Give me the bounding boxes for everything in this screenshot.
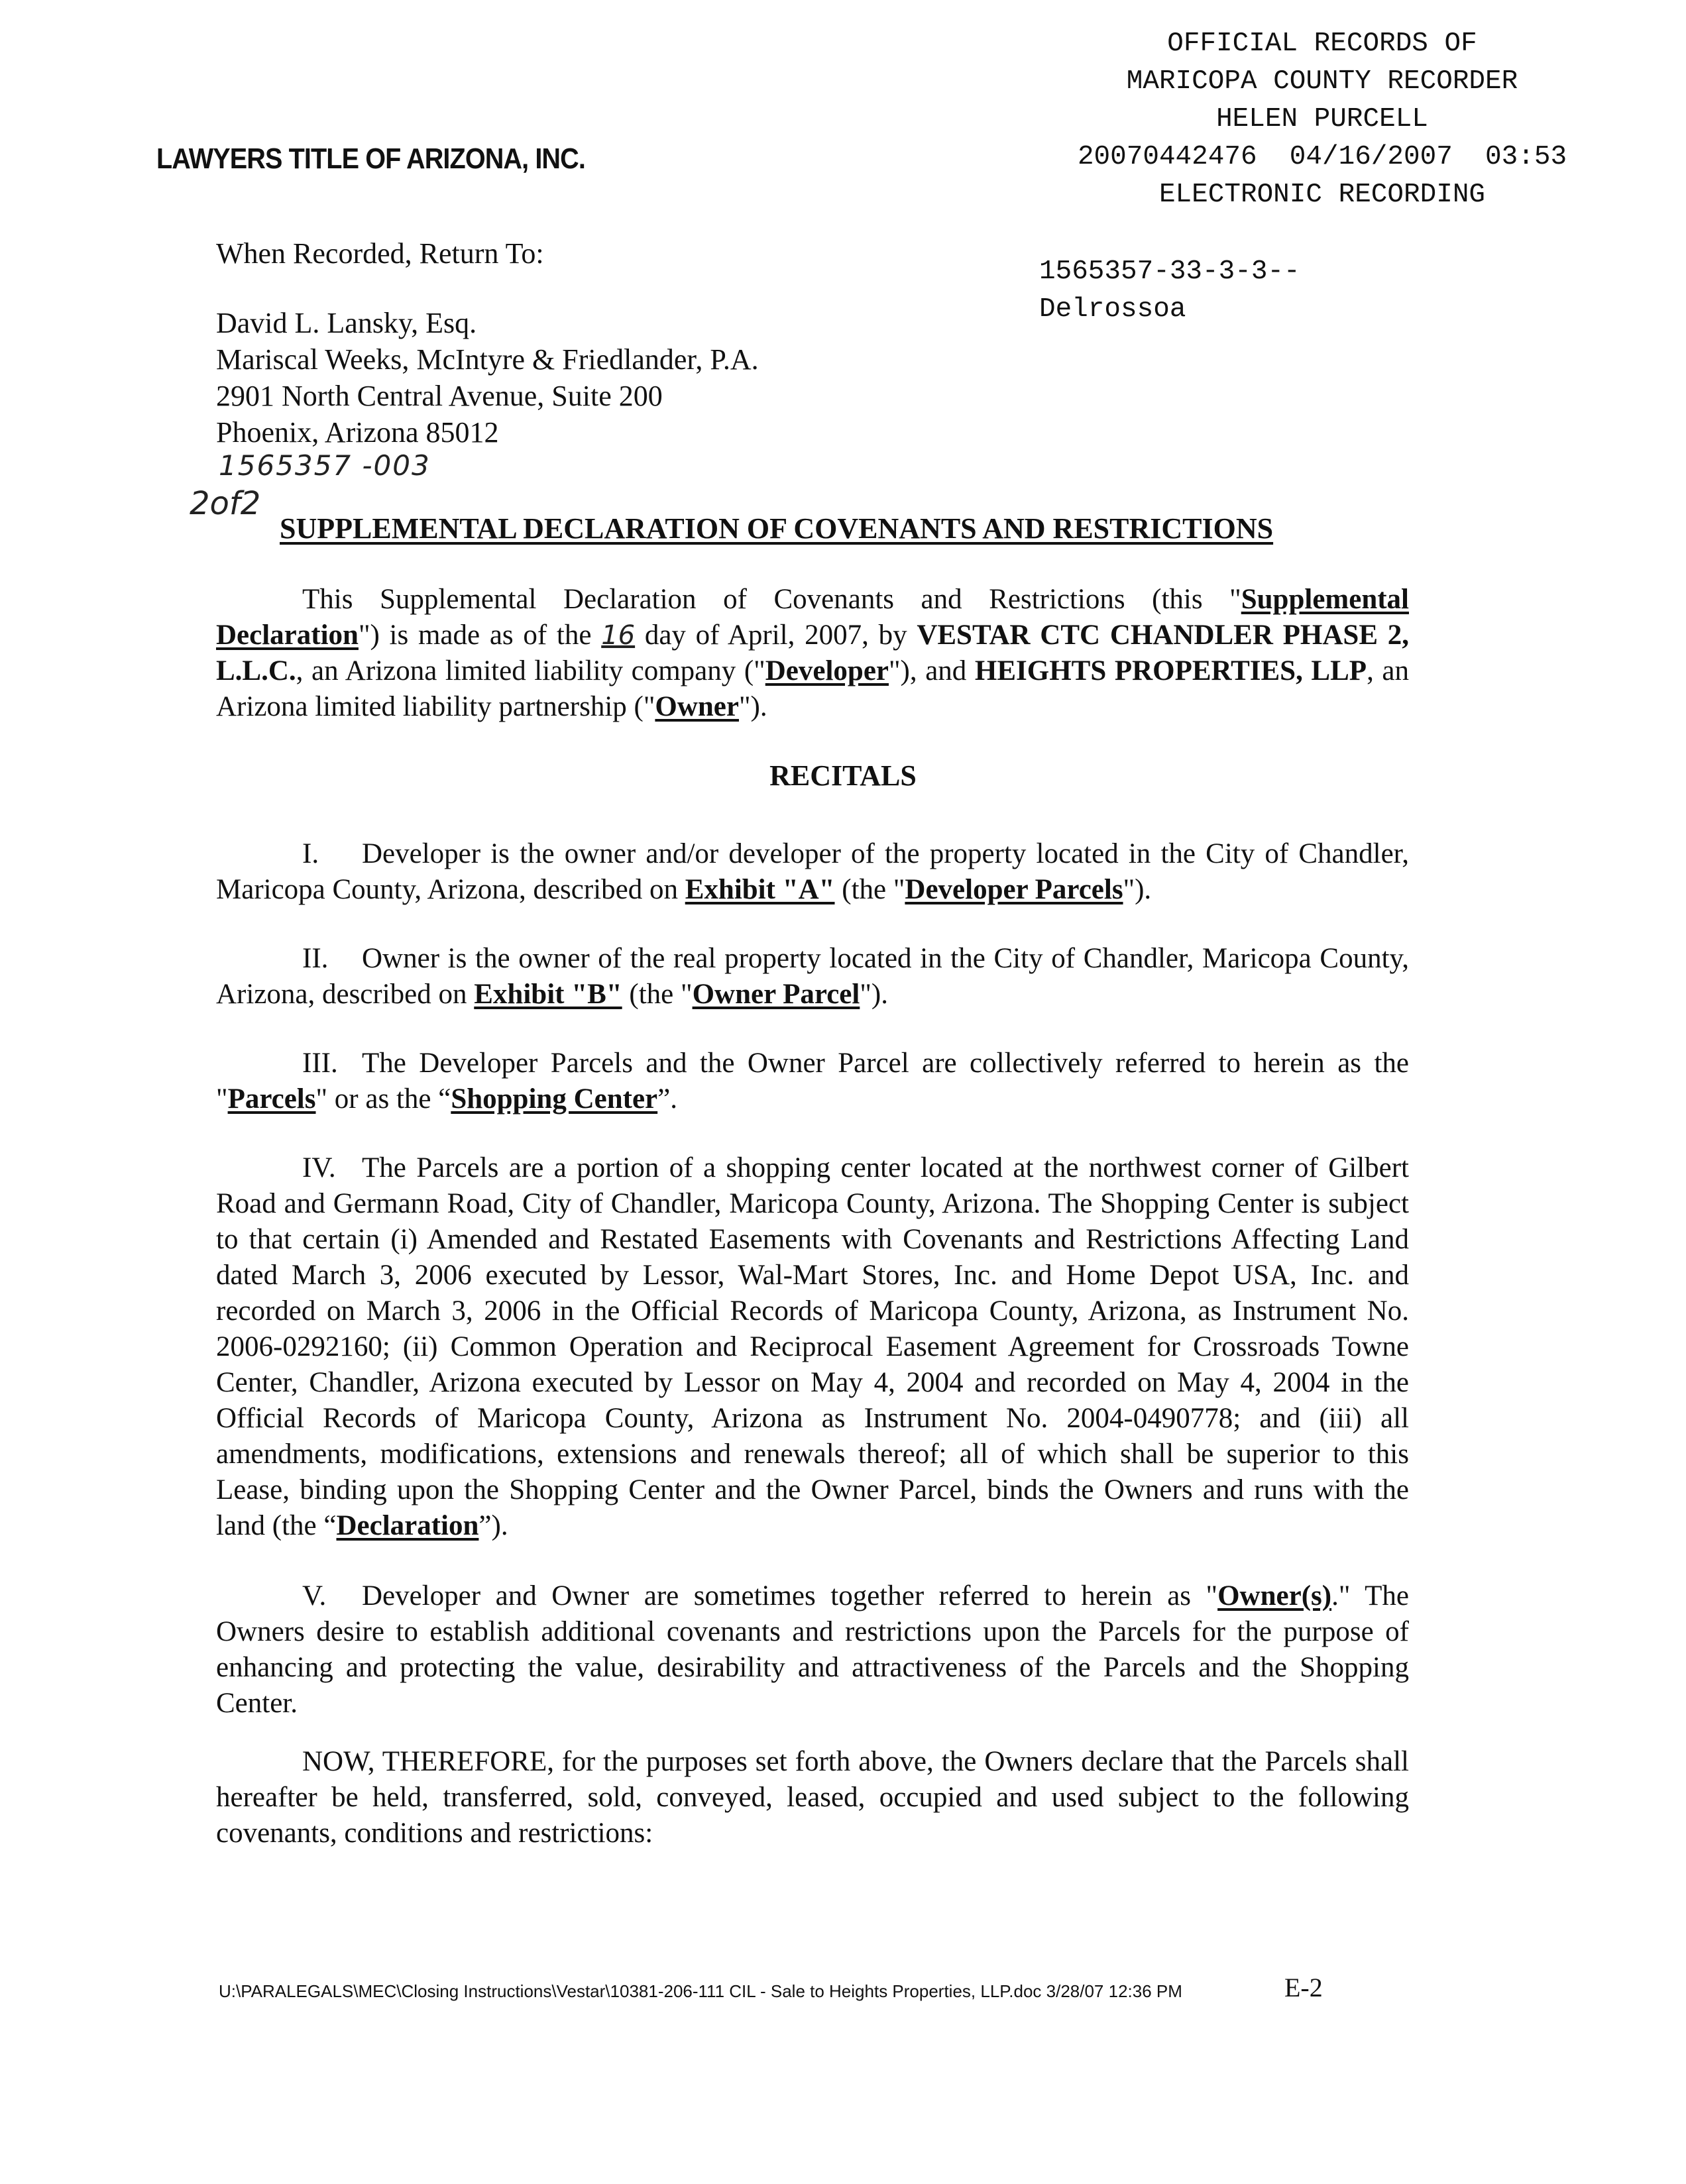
defined-term: Supplemental Declaration [216,584,1409,651]
file-reference-number: 1565357-33-3-3-- [1039,256,1300,287]
text: for the purposes set forth above, the Owners declare that the Parcels shall hereafter be held, transferred, sold, conveyed, leased, occupied and used subject to the following covenants, conditions and restrictions: [216,1746,1409,1849]
recital-1 [216,836,1409,908]
text: (the " [834,874,905,905]
party-name: HEIGHTS PROPERTIES, LLP [974,655,1367,686]
text: Owner is the owner of the real property located in the City of Chandler, Maricopa County, Arizona, described on [216,943,1409,1010]
text: " or as the “ [315,1083,451,1115]
recorder-stamp [1017,25,1627,214]
return-name: David L. Lansky, Esq. [216,307,477,339]
text: "). [1123,874,1152,905]
recital-number: V. [302,1580,327,1611]
defined-term: Owner Parcel [692,979,860,1010]
stamp-line: ELECTRONIC RECORDING [1158,180,1486,210]
party-name: VESTAR CTC CHANDLER PHASE 2, L.L.C. [216,620,1409,686]
return-street: 2901 North Central Avenue, Suite 200 [216,380,663,412]
text: , an Arizona limited liability company (" [296,655,765,686]
return-firm: Mariscal Weeks, McIntyre & Friedlander, P.A. [216,343,759,376]
company-name: LAWYERS TITLE OF ARIZONA, INC. [156,142,585,175]
stamp-line: OFFICIAL RECORDS OF [1167,28,1477,59]
defined-term: Owner(s) [1217,1580,1332,1611]
recital-number: I. [302,838,319,869]
text: Developer is the owner and/or developer of the property located in the City of Chandler, Maricopa County, Arizona, described on [216,838,1409,905]
return-address-block [216,235,759,451]
text: day of April, 2007, by [635,620,917,651]
exhibit-reference: Exhibit "B" [474,979,622,1010]
recital-5 [216,1578,1409,1721]
handwritten-page-mark: 2of2 [190,485,261,522]
stamp-line: MARICOPA COUNTY RECORDER [1126,66,1518,97]
defined-term: Parcels [227,1083,316,1115]
text: ”). [478,1510,508,1541]
defined-term: Shopping Center [451,1083,658,1115]
text: NOW, THEREFORE, [302,1746,554,1777]
stamp-line: HELEN PURCELL [1216,104,1428,135]
text: "), and [889,655,975,686]
text: (the " [622,979,693,1010]
handwritten-day: 16 [601,620,636,651]
recital-3 [216,1046,1409,1117]
recital-number: III. [302,1048,338,1079]
defined-term: Developer Parcels [905,874,1123,905]
handwritten-file-number: 1565357 -003 [219,449,431,482]
intro-paragraph [216,582,1409,725]
document-title: SUPPLEMENTAL DECLARATION OF COVENANTS AND RESTRICTIONS [280,512,1274,545]
recital-2 [216,941,1409,1012]
return-heading: When Recorded, Return To: [216,237,544,270]
now-therefore-paragraph [216,1744,1409,1851]
recitals-heading: RECITALS [769,759,917,792]
text: ." The Owners desire to establish additional covenants and restrictions upon the Parcels for the purpose of enhancing and protecting the value, desirability and attractiveness of the Parcels and the Shopping Center. [216,1580,1409,1719]
exhibit-reference: Exhibit "A" [685,874,835,905]
recital-number: II. [302,943,329,974]
text: ”. [657,1083,677,1115]
text: ") is made as of the [358,620,602,651]
file-reference-name: Delrossoa [1039,294,1186,325]
text: "). [738,691,767,722]
recital-4 [216,1150,1409,1544]
footer-file-path: U:\PARALEGALS\MEC\Closing Instructions\Vestar\10381-206-111 CIL - Sale to Heights Properties, LLP.doc 3/28/07 12:36 PM [219,1981,1182,2001]
footer-page-number: E-2 [1284,1973,1323,2002]
recital-number: IV. [302,1152,336,1183]
file-reference [1039,253,1300,329]
text: The Parcels are a portion of a shopping center located at the northwest corner of Gilbert Road and Germann Road, City of Chandler, Maricopa County, Arizona. The Shopping Center is subject to that certain (i) Amended and Restated Easements with Covenants and Restrictions Affecting Land dated March 3, 2006 executed by Lessor, Wal-Mart Stores, Inc. and Home Depot USA, Inc. and recorded on March 3, 2006 in the Official Records of Maricopa County, Arizona, as Instrument No. 2006-0292160; (ii) Common Operation and Reciprocal Easement Agreement for Crossroads Towne Center, Chandler, Arizona executed by Lessor on May 4, 2004 and recorded on May 4, 2004 in the Official Records of Maricopa County, Arizona as Instrument No. 2004-0490778; and (iii) all amendments, modifications, extensions and renewals thereof; all of which shall be superior to this Lease, binding upon the Shopping Center and the Owner Parcel, binds the Owners and runs with the land (the “ [216,1152,1409,1541]
text: This Supplemental Declaration of Covenants and Restrictions (this " [302,584,1241,615]
return-city: Phoenix, Arizona 85012 [216,416,499,449]
text: Developer and Owner are sometimes together referred to herein as " [362,1580,1218,1611]
text: , an Arizona limited liability partnership (" [216,655,1409,722]
defined-term: Owner [655,691,739,722]
text: "). [860,979,888,1010]
stamp-recording-number: 20070442476 04/16/2007 03:53 [1077,142,1567,172]
text: The Developer Parcels and the Owner Parcel are collectively referred to herein as the " [216,1048,1409,1115]
defined-term: Developer [765,655,889,686]
defined-term: Declaration [336,1510,479,1541]
